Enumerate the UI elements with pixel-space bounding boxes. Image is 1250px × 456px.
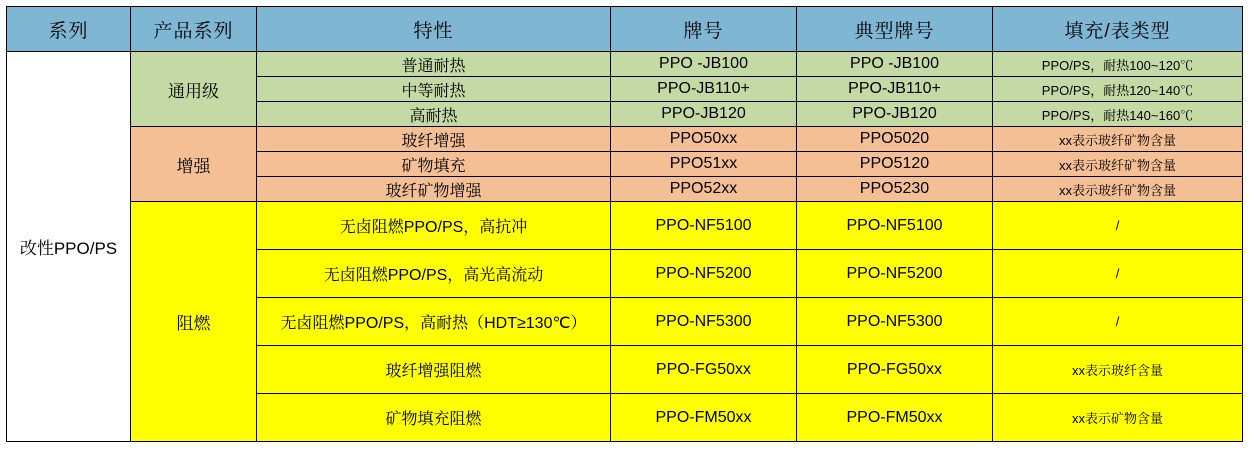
column-header-fill-type: 填充/表类型 (993, 7, 1243, 52)
typical-grade-cell: PPO-JB120 (797, 102, 993, 127)
fill-type-cell: xx表示玻纤矿物含量 (993, 127, 1243, 152)
feature-cell: 玻纤增强阻燃 (257, 346, 611, 394)
grade-cell: PPO-NF5200 (611, 250, 797, 298)
fill-type-cell: PPO/PS，耐热120~140℃ (993, 77, 1243, 102)
table-header-row (7, 7, 1243, 52)
grade-cell: PPO-FM50xx (611, 394, 797, 442)
product-series-flame-retardant: 阻燃 (131, 202, 257, 442)
feature-cell: 玻纤增强 (257, 127, 611, 152)
feature-cell: 无卤阻燃PPO/PS，高耐热（HDT≥130℃） (257, 298, 611, 346)
grade-cell: PPO-NF5100 (611, 202, 797, 250)
typical-grade-cell: PPO5120 (797, 152, 993, 177)
fill-type-cell: / (993, 250, 1243, 298)
feature-cell: 中等耐热 (257, 77, 611, 102)
fill-type-cell: PPO/PS，耐热140~160℃ (993, 102, 1243, 127)
column-header-feature: 特性 (257, 7, 611, 52)
fill-type-cell: xx表示玻纤矿物含量 (993, 152, 1243, 177)
column-header-product-series: 产品系列 (131, 7, 257, 52)
column-header-typical-grade: 典型牌号 (797, 7, 993, 52)
column-header-grade: 牌号 (611, 7, 797, 52)
series-cell-modified-ppo-ps: 改性PPO/PS (7, 52, 131, 442)
typical-grade-cell: PPO-JB110+ (797, 77, 993, 102)
typical-grade-cell: PPO-NF5300 (797, 298, 993, 346)
feature-cell: 矿物填充 (257, 152, 611, 177)
grade-cell: PPO-FG50xx (611, 346, 797, 394)
typical-grade-cell: PPO5230 (797, 177, 993, 202)
feature-cell: 矿物填充阻燃 (257, 394, 611, 442)
grade-cell: PPO-JB110+ (611, 77, 797, 102)
feature-cell: 玻纤矿物增强 (257, 177, 611, 202)
grade-cell: PPO52xx (611, 177, 797, 202)
typical-grade-cell: PPO-FM50xx (797, 394, 993, 442)
fill-type-cell: / (993, 202, 1243, 250)
product-series-general: 通用级 (131, 52, 257, 127)
column-header-series: 系列 (7, 7, 131, 52)
feature-cell: 无卤阻燃PPO/PS，高抗冲 (257, 202, 611, 250)
feature-cell: 普通耐热 (257, 52, 611, 77)
fill-type-cell: / (993, 298, 1243, 346)
typical-grade-cell: PPO-NF5200 (797, 250, 993, 298)
feature-cell: 高耐热 (257, 102, 611, 127)
grade-cell: PPO51xx (611, 152, 797, 177)
feature-cell: 无卤阻燃PPO/PS，高光高流动 (257, 250, 611, 298)
grade-cell: PPO-JB120 (611, 102, 797, 127)
grade-cell: PPO50xx (611, 127, 797, 152)
product-series-reinforced: 增强 (131, 127, 257, 202)
fill-type-cell: xx表示玻纤矿物含量 (993, 177, 1243, 202)
typical-grade-cell: PPO5020 (797, 127, 993, 152)
table-row (7, 202, 1243, 250)
table-row (7, 127, 1243, 152)
grade-cell: PPO -JB100 (611, 52, 797, 77)
grade-cell: PPO-NF5300 (611, 298, 797, 346)
typical-grade-cell: PPO-NF5100 (797, 202, 993, 250)
fill-type-cell: PPO/PS，耐热100~120℃ (993, 52, 1243, 77)
typical-grade-cell: PPO-FG50xx (797, 346, 993, 394)
typical-grade-cell: PPO -JB100 (797, 52, 993, 77)
fill-type-cell: xx表示玻纤含量 (993, 346, 1243, 394)
product-table (6, 6, 1243, 442)
fill-type-cell: xx表示矿物含量 (993, 394, 1243, 442)
table-row (7, 52, 1243, 77)
